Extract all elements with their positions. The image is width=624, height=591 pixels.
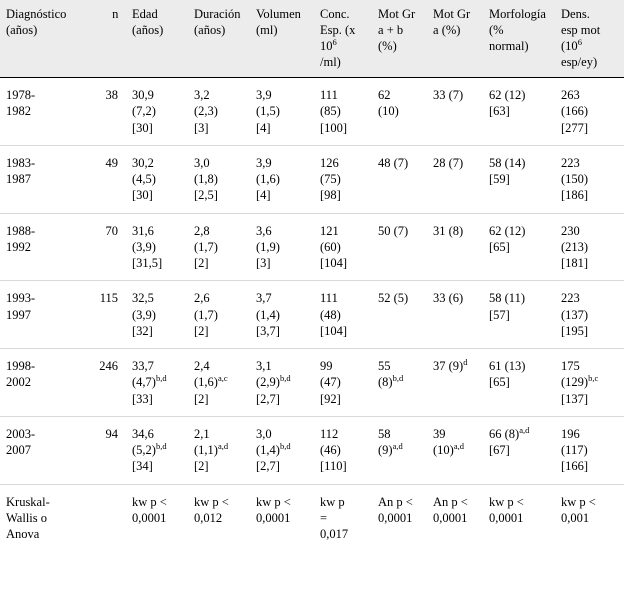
footnote-marker: b,d [155,440,167,451]
cell-line: 0,0001 [378,510,413,525]
table-row [0,484,624,551]
cell-line: (60) [320,239,341,254]
cell-line: 55 [378,359,391,373]
cell-edad-3 [126,281,188,349]
cell-line: [57] [489,307,510,322]
cell-line: 52 (5) [378,291,409,306]
header-line: /ml) [320,55,341,69]
cell-line: $(1,4)^{b,d}$ [256,440,291,457]
cell-line: [4] [256,188,271,203]
cell-line: (85) [320,104,341,119]
cell-line: 1992 [6,239,31,254]
header-line: normal) [489,39,529,53]
cell-morfologia-2 [483,213,555,281]
cell-line: 31,6 [132,223,154,238]
cell-densidad-1 [555,145,624,213]
cell-line: [92] [320,391,341,406]
cell-line: 33 (6) [433,291,464,306]
cell-motilidad-ab-summary [372,484,427,551]
cell-line: 62 (12) [489,223,526,238]
footnote-marker: a,d [453,440,464,451]
cell-line: 0,012 [194,510,223,525]
header-line: Esp. (x [320,23,356,37]
cell-line: 0,001 [561,510,590,525]
cell-line: Wallis o [6,510,48,525]
cell-line: (1,7) [194,307,218,322]
footnote-marker: b,d [279,373,291,384]
header-line: a + b [378,23,404,37]
cell-line: 111 [320,291,338,306]
cell-line: 32,5 [132,291,154,306]
cell-morfologia-4 [483,349,555,417]
cell-line: (1,6) [256,172,280,186]
cell-line: [277] [561,120,589,135]
cell-line: [3,7] [256,323,280,338]
cell-motilidad-a-4 [427,349,483,417]
cell-line: 58 (14) [489,155,526,170]
cell-line: 230 [561,223,580,238]
header-motilidad-a [427,0,483,78]
cell-densidad-0 [555,78,624,146]
cell-concentracion-5 [314,416,372,484]
header-row [0,0,624,78]
cell-duracion-1 [188,145,250,213]
header-line: (años) [132,23,164,37]
cell-line: [3] [194,120,209,135]
header-line: Duración [194,7,241,21]
cell-line: 2003- [6,426,36,441]
cell-line: [104] [320,323,348,338]
cell-duracion-2 [188,213,250,281]
cell-motilidad-a-1 [427,145,483,213]
cell-line: 48 (7) [378,155,409,170]
cell-line: 50 (7) [378,223,409,238]
cell-line: (1,8) [194,172,218,186]
table-row [0,281,624,349]
cell-line: 121 [320,223,339,238]
cell-volumen-1 [250,145,314,213]
cell-periodo-1 [0,145,68,213]
cell-line: [195] [561,323,589,338]
cell-line: $(10)^{a,d}$ [433,440,464,457]
cell-line: (4,5) [132,172,156,186]
cell-densidad-2 [555,213,624,281]
cell-line: [100] [320,120,348,135]
cell-volumen-5 [250,416,314,484]
cell-line: [186] [561,188,589,203]
cell-line: [31,5] [132,256,163,270]
cell-line: 263 [561,88,580,102]
cell-line: 3,0 [194,155,210,170]
cell-line: 112 [320,426,339,441]
cell-duracion-5 [188,416,250,484]
cell-line: 1998- [6,359,36,373]
cell-volumen-2 [250,213,314,281]
cell-line: [30] [132,120,153,135]
cell-line: [2] [194,459,209,474]
cell-line: [30] [132,188,153,203]
header-line: Morfología [489,7,546,21]
cell-edad-summary [126,484,188,551]
header-volumen [250,0,314,78]
cell-line: 28 (7) [433,155,464,170]
cell-n-0: 38 [68,78,126,146]
cell-line: [137] [561,391,589,406]
cell-line: 2,4 [194,359,210,373]
cell-line: 66 $(8)^{a,d}$ [489,424,530,441]
cell-line: $(1,1)^{a,d}$ [194,440,229,457]
cell-concentracion-0 [314,78,372,146]
cell-n-2: 70 [68,213,126,281]
cell-line: 1982 [6,104,31,119]
header-line: (años) [6,23,38,37]
footnote-marker: d [463,356,468,367]
cell-line: (3,9) [132,307,156,322]
cell-line: 2,1 [194,426,210,441]
cell-duracion-4 [188,349,250,417]
footnote-marker: a,d [217,440,229,451]
cell-edad-0 [126,78,188,146]
cell-line: kw p [320,494,345,509]
footnote-marker: a,d [519,424,530,435]
cell-periodo-4 [0,349,68,417]
cell-morfologia-1 [483,145,555,213]
cell-line: [34] [132,459,153,474]
cell-volumen-0 [250,78,314,146]
cell-motilidad-ab-3 [372,281,427,349]
cell-concentracion-4 [314,349,372,417]
cell-line: 31 (8) [433,223,464,238]
cell-line: 223 [561,291,580,306]
cell-line: (2,3) [194,104,218,119]
header-duracion [188,0,250,78]
cell-line: 61 (13) [489,359,526,373]
header-line: (ml) [256,23,278,37]
cell-line: 0,0001 [489,510,524,525]
cell-motilidad-ab-1 [372,145,427,213]
header-line: Mot Gr [378,7,416,21]
cell-line: (7,2) [132,104,156,119]
cell-line: [98] [320,188,341,203]
header-line: Edad [132,7,158,21]
cell-n-1: 49 [68,145,126,213]
cell-periodo-5 [0,416,68,484]
cell-line: [110] [320,459,347,474]
table-row [0,416,624,484]
exponent: 6 [577,36,582,47]
footnote-marker: a,c [217,373,228,384]
cell-line: An p < [433,494,468,509]
cell-line: 62 [378,88,391,102]
cell-line: $(129)^{b,c}$ [561,373,599,390]
cell-line: kw p < [194,494,229,509]
header-line: (%) [378,39,397,53]
header-n-label: n [112,7,119,21]
table-row [0,78,624,146]
cell-concentracion-3 [314,281,372,349]
cell-densidad-3 [555,281,624,349]
cell-concentracion-1 [314,145,372,213]
cell-densidad-5 [555,416,624,484]
cell-volumen-4 [250,349,314,417]
header-line: Mot Gr [433,7,471,21]
cell-periodo-3 [0,281,68,349]
cell-n-summary [68,484,126,551]
cell-line: [59] [489,172,510,186]
table-body [0,78,624,552]
cell-motilidad-ab-2 [372,213,427,281]
cell-line: 3,0 [256,426,272,441]
cell-line: 3,7 [256,291,272,306]
cell-duracion-summary [188,484,250,551]
cell-morfologia-3 [483,281,555,349]
cell-morfologia-5 [483,416,555,484]
cell-line: [181] [561,256,589,270]
cell-line: 0,0001 [256,510,291,525]
cell-line: 3,9 [256,88,272,102]
cell-line: 126 [320,155,339,170]
cell-line: [2] [194,323,209,338]
cell-line: [32] [132,323,153,338]
cell-line: (48) [320,307,341,322]
cell-line: 0,017 [320,527,349,541]
table-row [0,213,624,281]
header-motilidad-ab [372,0,427,78]
header-morfologia [483,0,555,78]
cell-periodo-2 [0,213,68,281]
cell-line: (3,9) [132,239,156,254]
cell-line: kw p < [132,494,167,509]
footnote-marker: b,d [279,440,291,451]
cell-motilidad-ab-0 [372,78,427,146]
cell-line: [67] [489,443,510,457]
cell-line: 33 (7) [433,88,464,102]
header-line: $10^6$ [320,36,337,53]
header-line: Diagnóstico n [6,7,119,21]
cell-line: 62 (12) [489,88,526,102]
cell-motilidad-a-summary [427,484,483,551]
cell-line: 1997 [6,307,31,322]
cell-line: [2,5] [194,188,218,203]
cell-line: 223 [561,155,580,170]
cell-duracion-3 [188,281,250,349]
cell-line: kw p < [561,494,596,509]
cell-line: 3,9 [256,155,272,170]
cell-line: $(4,7)^{b,d}$ [132,373,167,390]
footnote-marker: b,c [588,373,599,384]
header-line: (% [489,23,504,37]
cell-line: (46) [320,443,341,457]
cell-n-4: 246 [68,349,126,417]
cell-line: 1993- [6,291,36,306]
cell-n-3: 115 [68,281,126,349]
footnote-marker: b,d [155,373,167,384]
header-diagnostico [0,0,126,78]
table-row [0,349,624,417]
cell-line: [2,7] [256,391,280,406]
cell-motilidad-a-3 [427,281,483,349]
cell-line: (1,5) [256,104,280,119]
header-line: ($10^6$ [561,36,582,53]
cell-line: 0,0001 [132,510,167,525]
cell-densidad-4 [555,349,624,417]
cell-line: 30,9 [132,88,154,102]
header-line: esp mot [561,23,601,37]
cell-duracion-0 [188,78,250,146]
header-concentracion [314,0,372,78]
cell-line: $(1,6)^{a,c}$ [194,373,228,390]
cell-line: Anova [6,527,40,541]
cell-concentracion-summary [314,484,372,551]
table-row [0,145,624,213]
cell-line: An p < [378,494,413,509]
footnote-marker: a,d [392,440,403,451]
cell-line: $(9)^{a,d}$ [378,440,403,457]
cell-n-5: 94 [68,416,126,484]
cell-line: [104] [320,256,348,270]
cell-line: 0,0001 [433,510,468,525]
cell-line: (137) [561,307,589,322]
cell-line: 58 (11) [489,291,526,306]
footnote-marker: b,d [392,373,404,384]
header-line: Conc. [320,7,350,21]
cell-edad-4 [126,349,188,417]
header-line: (años) [194,23,226,37]
cell-line: 34,6 [132,426,154,441]
cell-volumen-summary [250,484,314,551]
cell-line: 2,6 [194,291,210,306]
cell-line: 33,7 [132,359,154,373]
cell-motilidad-a-5 [427,416,483,484]
cell-line: [4] [256,120,271,135]
cell-line: 2,8 [194,223,210,238]
cell-edad-1 [126,145,188,213]
cell-line: $(8)^{b,d}$ [378,373,404,390]
cell-motilidad-a-2 [427,213,483,281]
cell-line: (75) [320,172,341,186]
cell-line: [33] [132,391,153,406]
header-line: esp/ey) [561,55,598,69]
cell-line: 3,6 [256,223,272,238]
cell-motilidad-ab-5 [372,416,427,484]
cell-line: 196 [561,426,580,441]
cell-line: $(2,9)^{b,d}$ [256,373,291,390]
cell-edad-5 [126,416,188,484]
cell-line: (1,9) [256,239,280,254]
cell-line: 175 [561,359,580,373]
cell-line: $(5,2)^{b,d}$ [132,440,167,457]
cell-line: 30,2 [132,155,154,170]
cell-line: (10) [378,104,399,119]
cell-line: (1,7) [194,239,218,254]
cell-line: [166] [561,459,589,474]
cell-line: [65] [489,239,510,254]
cell-line: 3,1 [256,359,272,373]
cell-line: [3] [256,256,271,270]
cell-line: 2007 [6,443,31,457]
cell-line: 39 [433,426,446,441]
cell-motilidad-ab-4 [372,349,427,417]
cell-line: 99 [320,359,333,373]
header-line: Volumen [256,7,301,21]
cell-densidad-summary [555,484,624,551]
cell-line: 58 [378,426,391,441]
header-line: a (%) [433,23,461,37]
cell-line: 1978- [6,88,36,102]
cell-line: (47) [320,375,341,390]
cell-line: 1983- [6,155,36,170]
cell-volumen-3 [250,281,314,349]
cell-line: [2,7] [256,459,280,474]
cell-periodo-0 [0,78,68,146]
cell-periodo-summary [0,484,68,551]
cell-morfologia-0 [483,78,555,146]
cell-line: 1988- [6,223,36,238]
cell-edad-2 [126,213,188,281]
header-edad [126,0,188,78]
cell-line: [2] [194,256,209,270]
header-densidad [555,0,624,78]
cell-line: [2] [194,391,209,406]
cell-concentracion-2 [314,213,372,281]
cell-line: 37 $(9)^d$ [433,356,468,373]
exponent: 6 [332,36,337,47]
cell-line: (213) [561,239,589,254]
cell-line: kw p < [256,494,291,509]
header-line: Dens. [561,7,590,21]
cell-morfologia-summary [483,484,555,551]
cell-line: 3,2 [194,88,210,102]
cell-line: (150) [561,172,589,186]
cell-line: (117) [561,443,588,457]
cell-line: [63] [489,104,510,119]
cell-line: [65] [489,375,510,390]
cell-line: Kruskal- [6,494,50,509]
cell-line: 2002 [6,375,31,390]
cell-line: (1,4) [256,307,280,322]
cell-line: kw p < [489,494,524,509]
cell-line: = [320,510,328,525]
table-header [0,0,624,78]
cell-line: (166) [561,104,589,119]
cell-line: 111 [320,88,338,102]
cell-line: 1987 [6,172,31,186]
cell-motilidad-a-0 [427,78,483,146]
